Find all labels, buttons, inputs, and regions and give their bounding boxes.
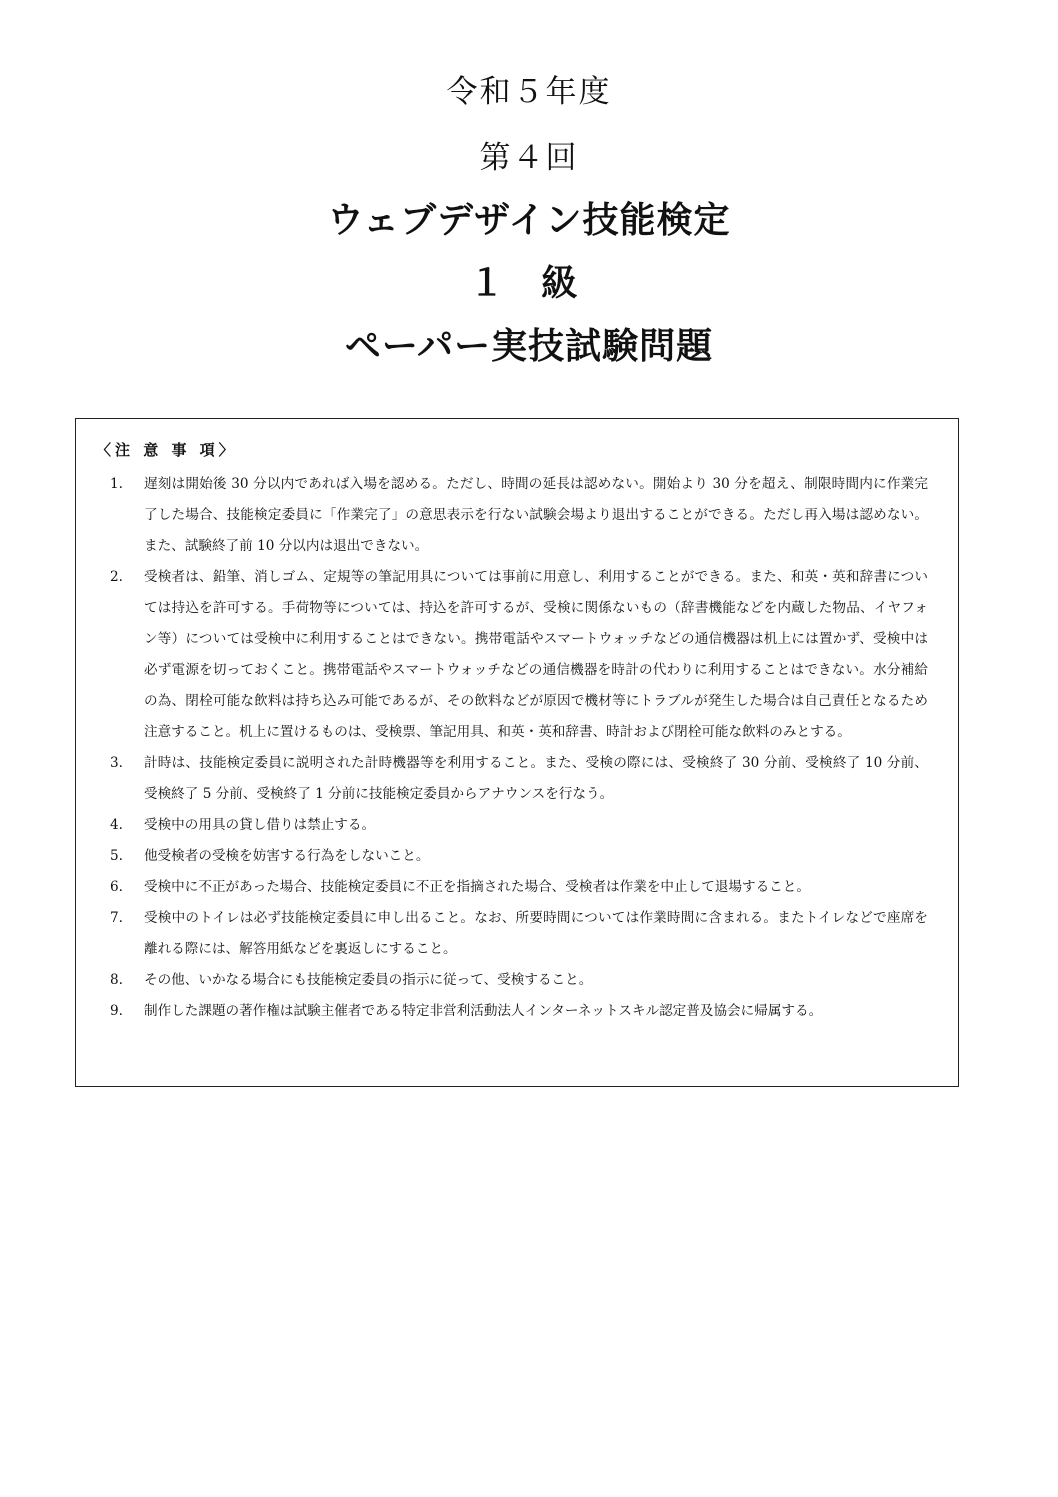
notice-item: [110, 841, 928, 872]
notice-item-text: 受検中の用具の貸し借りは禁止する。: [144, 817, 376, 833]
notice-item-number: 8.: [110, 972, 123, 988]
exam-grade: １ 級: [468, 263, 590, 304]
notice-item-number: 6.: [110, 879, 123, 895]
exam-name: ウェブデザイン技能検定: [327, 200, 731, 241]
notice-item-text: 受検中のトイレは必ず技能検定委員に申し出ること。なお、所要時間については作業時間に含まれる。またトイレなどで座席を離れる際には、解答用紙などを裏返しにすること。: [144, 910, 928, 957]
notice-list: [110, 469, 928, 1027]
notice-item-number: 9.: [110, 1003, 123, 1019]
notice-item-number: 7.: [110, 910, 123, 926]
notice-item-text: 受検者は、鉛筆、消しゴム、定規等の筆記用具については事前に用意し、利用することができる。また、和英・英和辞書については持込を許可する。手荷物等については、持込を許可するが、受検に関係ないもの（辞書機能などを内蔵した物品、イヤフォン等）については受検中に利用することはできない。携帯電話やスマートウォッチなどの通信機器は机上には置かず、受検中は必ず電源を切っておくこと。携帯電話やスマートウォッチなどの通信機器を時計の代わりに利用することはできない。水分補給の為、閉栓可能な飲料は持ち込み可能であるが、その飲料などが原因で機材等にトラブルが発生した場合は自己責任となるため注意すること。机上に置けるものは、受検票、筆記用具、和英・英和辞書、時計および閉栓可能な飲料のみとする。: [144, 569, 928, 740]
notice-item-number: 1.: [110, 476, 123, 492]
notice-item-text: 制作した課題の著作権は試験主催者である特定非営利活動法人インターネットスキル認定普及協会に帰属する。: [144, 1003, 823, 1019]
exam-type: ペーパー実技試験問題: [344, 326, 714, 367]
exam-year: 令和５年度: [446, 74, 612, 110]
notice-item-text: 他受検者の受検を妨害する行為をしないこと。: [144, 848, 430, 864]
notice-box: [75, 418, 959, 1087]
notice-item-number: 5.: [110, 848, 123, 864]
notice-item: [110, 903, 928, 965]
notice-item-number: 3.: [110, 755, 123, 771]
notice-item-text: 受検中に不正があった場合、技能検定委員に不正を指摘された場合、受検者は作業を中止して退場すること。: [144, 879, 810, 895]
notice-item: [110, 562, 928, 748]
notice-item-text: その他、いかなる場合にも技能検定委員の指示に従って、受検すること。: [144, 972, 593, 988]
notice-item-text: 遅刻は開始後 30 分以内であれば入場を認める。ただし、時間の延長は認めない。開始より 30 分を超え、制限時間内に作業完了した場合、技能検定委員に「作業完了」の意思表示を行ない試験会場より退出することができる。ただし再入場は認めない。また、試験終了前 10 分以内は退出できない。: [144, 476, 928, 554]
notice-item: [110, 965, 928, 996]
notice-item-number: 2.: [110, 569, 123, 585]
notice-item: [110, 872, 928, 903]
notice-item: [110, 748, 928, 810]
exam-round: 第４回: [479, 140, 579, 176]
notice-item-number: 4.: [110, 817, 123, 833]
notice-item-text: 計時は、技能検定委員に説明された計時機器等を利用すること。また、受検の際には、受検終了 30 分前、受検終了 10 分前、受検終了 5 分前、受検終了 1 分前に技能検定委員からアナウンスを行なう。: [144, 755, 928, 802]
notice-item: [110, 469, 928, 562]
notice-item: [110, 996, 928, 1027]
notice-heading: 〈注 意 事 項〉: [96, 441, 238, 459]
notice-item: [110, 810, 928, 841]
